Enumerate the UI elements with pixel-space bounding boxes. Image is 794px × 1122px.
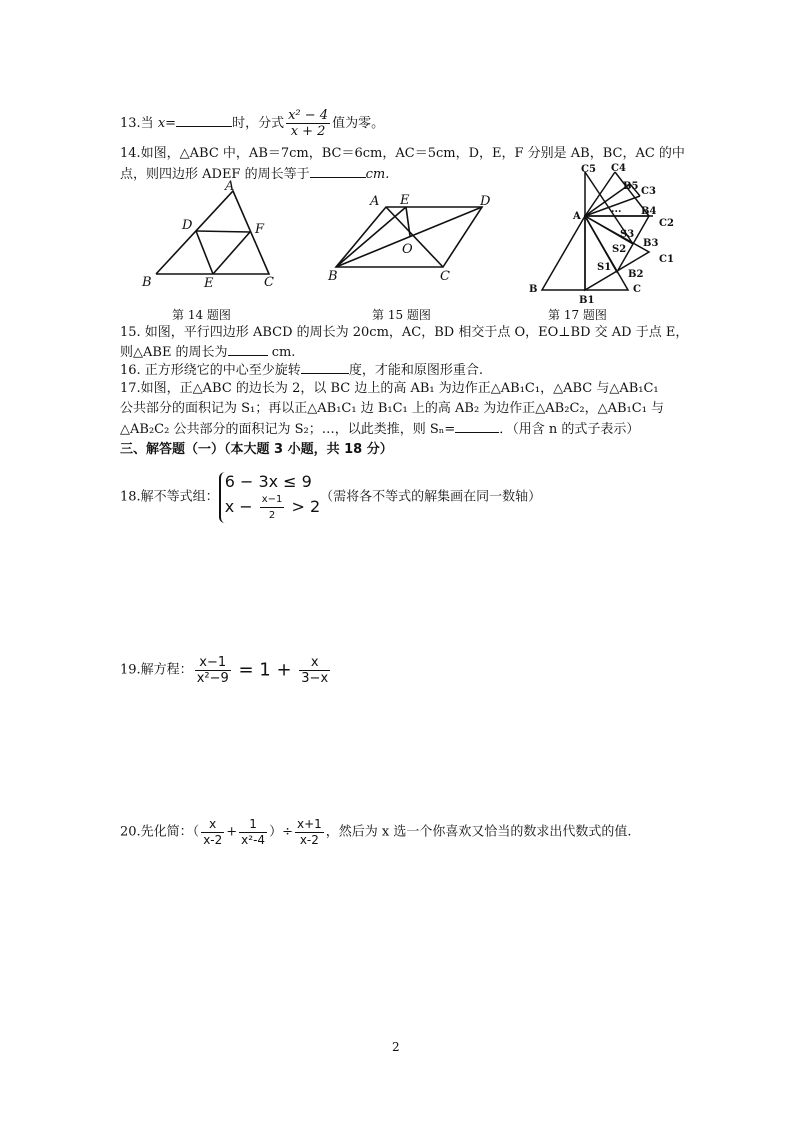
fraction: $\frac{x+1}{x-2}$ — [296, 817, 322, 847]
point-label: A — [370, 194, 380, 209]
inequality-system: 6 − 3x ≤ 9 x − $\frac{x-1}{2}$ > 2 — [219, 472, 320, 523]
figure-17-caption: 第 17 题图 — [548, 308, 607, 322]
point-label: B — [142, 275, 152, 290]
fraction: $\frac{x}{x-2}$ — [203, 817, 223, 847]
figure-17-triangles — [525, 162, 675, 304]
fraction: $\frac{1}{\text{x²-4}}$ — [241, 817, 266, 847]
point-label: A — [225, 179, 235, 194]
answer-blank — [301, 361, 349, 374]
question-17-line-3: △AB₂C₂ 公共部分的面积记为 S₂；…，以此类推，则 Sₙ= ．（用含 n 的式子表示） — [120, 422, 640, 437]
fraction: $\frac{\text{x² − 4}}{x + 2}$ — [288, 108, 329, 139]
point-label: O — [402, 242, 413, 257]
point-label: A — [573, 211, 581, 222]
figure-15-parallelogram — [326, 190, 498, 285]
question-15-line-2: 则△ABE 的周长为 cm. — [120, 345, 296, 360]
point-label: C3 — [641, 186, 656, 197]
fraction: $\frac{x}{3-x}$ — [301, 655, 329, 686]
question-17-line-2: 公共部分的面积记为 S₁；再以正△AB₁C₁ 边 B₁C₁ 上的高 AB₂ 为边作正△AB₂C₂，△AB₁C₁ 与 — [120, 401, 665, 416]
answer-blank — [455, 420, 499, 433]
question-15-line-1: 15. 如图，平行四边形 ABCD 的周长为 20cm，AC，BD 相交于点 O，EO⊥BD 交 AD 于点 E， — [120, 325, 689, 340]
figure-15-caption: 第 15 题图 — [372, 308, 431, 322]
area-label: S3 — [620, 229, 635, 240]
point-label: C — [440, 269, 450, 284]
figure-14-triangle — [138, 178, 288, 293]
answer-blank — [176, 114, 232, 127]
answer-blank — [228, 343, 268, 356]
point-label: B5 — [623, 181, 639, 192]
question-13: 13.当 x= 时，分式 $\frac{\text{x² − 4}}{x + 2}$ 值为零。 — [120, 108, 385, 139]
point-label: C — [264, 275, 274, 290]
point-label: E — [400, 193, 410, 208]
question-20: 20.先化简：（ $\frac{x}{x-2}$ + $\frac{1}{\text{x²-4}}$ ）÷ $\frac{x+1}{x-2}$ ，然后为 x 选一个你喜欢又恰当的数求出代数式的值. — [120, 817, 632, 847]
question-14-line-2: 点，则四边形 ADEF 的周长等于 cm. — [120, 167, 390, 182]
point-label: E — [204, 276, 214, 291]
point-label: D — [182, 218, 193, 233]
point-label: C2 — [659, 218, 674, 229]
point-label: C5 — [581, 164, 596, 175]
area-label: S2 — [612, 244, 627, 255]
question-16: 16. 正方形绕它的中心至少旋转 度，才能和原图形重合. — [120, 363, 483, 378]
point-label: C1 — [659, 254, 674, 265]
section-3-heading: 三、解答题（一）（本大题 3 小题，共 18 分） — [120, 442, 393, 457]
point-label: B — [328, 269, 338, 284]
point-label: D — [480, 194, 491, 209]
question-17-line-1: 17.如图，正△ABC 的边长为 2，以 BC 边上的高 AB₁ 为边作正△AB₁C₁，△ABC 与△AB₁C₁ — [120, 381, 659, 396]
answer-blank — [310, 165, 366, 178]
area-label: S1 — [597, 262, 612, 273]
question-14-line-1: 14.如图，△ABC 中，AB＝7cm，BC＝6cm，AC＝5cm，D，E，F 分别是 AB，BC，AC 的中 — [120, 146, 685, 161]
question-19: 19.解方程： $\frac{x-1}{\text{x²−9}}$ = 1 + $\frac{x}{3-x}$ — [120, 655, 329, 686]
ellipsis-label: ... — [611, 204, 622, 215]
point-label: C4 — [611, 163, 626, 174]
page-number: 2 — [392, 1040, 400, 1054]
figure-14-caption: 第 14 题图 — [172, 308, 231, 322]
point-label: B1 — [579, 295, 595, 304]
point-label: C — [633, 284, 641, 295]
fraction: $\frac{x-1}{\text{x²−9}}$ — [196, 655, 229, 686]
point-label: B4 — [641, 206, 657, 217]
point-label: B2 — [628, 269, 644, 280]
point-label: F — [255, 222, 265, 237]
point-label: B3 — [643, 238, 659, 249]
question-18: 18.解不等式组： 6 − 3x ≤ 9 x − $\frac{x-1}{2}$ > 2 （需将各不等式的解集画在同一数轴） — [120, 472, 542, 521]
point-label: B — [529, 284, 538, 295]
